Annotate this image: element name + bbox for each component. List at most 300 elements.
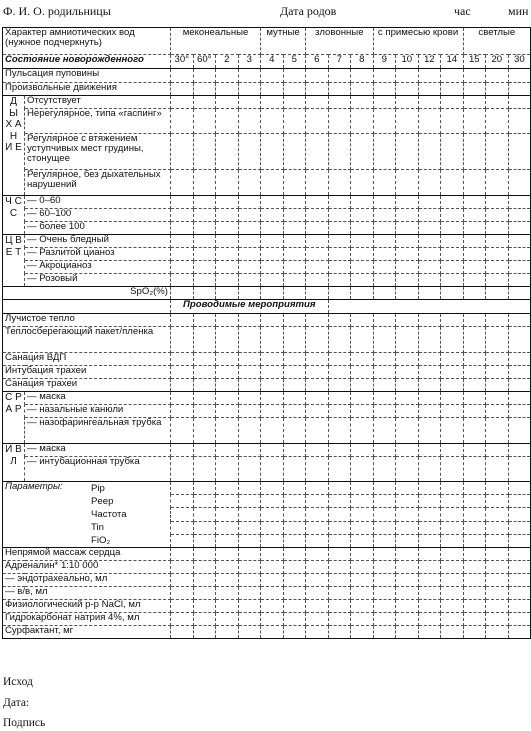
entry-cell[interactable] (216, 287, 239, 300)
entry-cell[interactable] (171, 548, 194, 561)
entry-cell[interactable] (283, 508, 306, 521)
entry-cell[interactable] (306, 235, 329, 248)
entry-cell[interactable] (486, 69, 509, 83)
entry-cell[interactable] (261, 248, 284, 261)
entry-cell[interactable] (508, 457, 531, 482)
entry-cell[interactable] (463, 587, 486, 600)
entry-cell[interactable] (418, 274, 441, 287)
entry-cell[interactable] (261, 600, 284, 613)
entry-cell[interactable] (486, 418, 509, 444)
entry-cell[interactable] (216, 482, 239, 495)
entry-cell[interactable] (193, 495, 216, 508)
entry-cell[interactable] (216, 69, 239, 83)
entry-cell[interactable] (261, 196, 284, 209)
entry-cell[interactable] (306, 495, 329, 508)
entry-cell[interactable] (441, 69, 464, 83)
entry-cell[interactable] (261, 418, 284, 444)
entry-cell[interactable] (193, 222, 216, 235)
entry-cell[interactable] (486, 287, 509, 300)
entry-cell[interactable] (373, 600, 396, 613)
entry-cell[interactable] (486, 96, 509, 109)
entry-cell[interactable] (396, 495, 419, 508)
entry-cell[interactable] (261, 222, 284, 235)
entry-cell[interactable] (283, 248, 306, 261)
entry-cell[interactable] (171, 626, 194, 639)
entry-cell[interactable] (441, 457, 464, 482)
entry-cell[interactable] (171, 521, 194, 534)
entry-cell[interactable] (283, 600, 306, 613)
entry-cell[interactable] (306, 327, 329, 353)
entry-cell[interactable] (171, 134, 194, 170)
entry-cell[interactable] (238, 574, 261, 587)
entry-cell[interactable] (351, 83, 374, 96)
entry-cell[interactable] (238, 444, 261, 457)
entry-cell[interactable] (193, 134, 216, 170)
entry-cell[interactable] (261, 109, 284, 134)
entry-cell[interactable] (351, 170, 374, 196)
entry-cell[interactable] (486, 574, 509, 587)
entry-cell[interactable] (441, 96, 464, 109)
entry-cell[interactable] (373, 392, 396, 405)
entry-cell[interactable] (486, 600, 509, 613)
entry-cell[interactable] (463, 600, 486, 613)
entry-cell[interactable] (238, 314, 261, 327)
entry-cell[interactable] (216, 418, 239, 444)
entry-cell[interactable] (283, 521, 306, 534)
entry-cell[interactable] (463, 508, 486, 521)
entry-cell[interactable] (238, 366, 261, 379)
entry-cell[interactable] (328, 613, 351, 626)
entry-cell[interactable] (508, 222, 531, 235)
entry-cell[interactable] (418, 508, 441, 521)
entry-cell[interactable] (396, 405, 419, 418)
entry-cell[interactable] (283, 353, 306, 366)
entry-cell[interactable] (418, 235, 441, 248)
entry-cell[interactable] (418, 626, 441, 639)
entry-cell[interactable] (486, 444, 509, 457)
entry-cell[interactable] (351, 379, 374, 392)
entry-cell[interactable] (441, 327, 464, 353)
entry-cell[interactable] (508, 444, 531, 457)
entry-cell[interactable] (486, 366, 509, 379)
entry-cell[interactable] (306, 508, 329, 521)
entry-cell[interactable] (306, 287, 329, 300)
entry-cell[interactable] (306, 222, 329, 235)
entry-cell[interactable] (396, 96, 419, 109)
entry-cell[interactable] (261, 561, 284, 574)
entry-cell[interactable] (418, 444, 441, 457)
entry-cell[interactable] (463, 534, 486, 547)
entry-cell[interactable] (283, 626, 306, 639)
entry-cell[interactable] (261, 405, 284, 418)
entry-cell[interactable] (283, 96, 306, 109)
entry-cell[interactable] (351, 482, 374, 495)
entry-cell[interactable] (238, 134, 261, 170)
entry-cell[interactable] (463, 134, 486, 170)
entry-cell[interactable] (238, 287, 261, 300)
entry-cell[interactable] (216, 109, 239, 134)
entry-cell[interactable] (441, 548, 464, 561)
entry-cell[interactable] (373, 405, 396, 418)
entry-cell[interactable] (373, 548, 396, 561)
entry-cell[interactable] (238, 261, 261, 274)
entry-cell[interactable] (486, 626, 509, 639)
entry-cell[interactable] (508, 314, 531, 327)
entry-cell[interactable] (396, 134, 419, 170)
entry-cell[interactable] (306, 366, 329, 379)
entry-cell[interactable] (418, 170, 441, 196)
entry-cell[interactable] (486, 392, 509, 405)
entry-cell[interactable] (193, 69, 216, 83)
entry-cell[interactable] (441, 134, 464, 170)
entry-cell[interactable] (193, 314, 216, 327)
entry-cell[interactable] (463, 314, 486, 327)
entry-cell[interactable] (486, 482, 509, 495)
entry-cell[interactable] (216, 392, 239, 405)
entry-cell[interactable] (238, 209, 261, 222)
entry-cell[interactable] (463, 457, 486, 482)
entry-cell[interactable] (351, 109, 374, 134)
entry-cell[interactable] (306, 392, 329, 405)
entry-cell[interactable] (351, 287, 374, 300)
entry-cell[interactable] (396, 353, 419, 366)
entry-cell[interactable] (306, 261, 329, 274)
entry-cell[interactable] (306, 444, 329, 457)
entry-cell[interactable] (508, 508, 531, 521)
entry-cell[interactable] (396, 482, 419, 495)
entry-cell[interactable] (283, 209, 306, 222)
entry-cell[interactable] (306, 600, 329, 613)
entry-cell[interactable] (328, 248, 351, 261)
entry-cell[interactable] (261, 613, 284, 626)
entry-cell[interactable] (216, 574, 239, 587)
entry-cell[interactable] (418, 69, 441, 83)
entry-cell[interactable] (463, 287, 486, 300)
entry-cell[interactable] (441, 379, 464, 392)
entry-cell[interactable] (441, 418, 464, 444)
entry-cell[interactable] (486, 235, 509, 248)
amniotic-option[interactable]: мутные (261, 28, 306, 55)
entry-cell[interactable] (238, 587, 261, 600)
entry-cell[interactable] (396, 457, 419, 482)
entry-cell[interactable] (418, 366, 441, 379)
entry-cell[interactable] (193, 248, 216, 261)
entry-cell[interactable] (418, 222, 441, 235)
entry-cell[interactable] (193, 482, 216, 495)
entry-cell[interactable] (373, 83, 396, 96)
entry-cell[interactable] (261, 534, 284, 547)
entry-cell[interactable] (351, 418, 374, 444)
entry-cell[interactable] (463, 482, 486, 495)
entry-cell[interactable] (171, 274, 194, 287)
entry-cell[interactable] (306, 134, 329, 170)
entry-cell[interactable] (328, 379, 351, 392)
entry-cell[interactable] (373, 587, 396, 600)
entry-cell[interactable] (328, 405, 351, 418)
entry-cell[interactable] (216, 170, 239, 196)
entry-cell[interactable] (418, 379, 441, 392)
entry-cell[interactable] (508, 248, 531, 261)
entry-cell[interactable] (463, 626, 486, 639)
entry-cell[interactable] (306, 482, 329, 495)
entry-cell[interactable] (508, 96, 531, 109)
entry-cell[interactable] (216, 235, 239, 248)
entry-cell[interactable] (238, 457, 261, 482)
entry-cell[interactable] (261, 96, 284, 109)
entry-cell[interactable] (508, 613, 531, 626)
entry-cell[interactable] (441, 314, 464, 327)
entry-cell[interactable] (418, 327, 441, 353)
entry-cell[interactable] (396, 83, 419, 96)
entry-cell[interactable] (418, 196, 441, 209)
entry-cell[interactable] (238, 235, 261, 248)
entry-cell[interactable] (328, 109, 351, 134)
entry-cell[interactable] (351, 587, 374, 600)
entry-cell[interactable] (508, 392, 531, 405)
entry-cell[interactable] (396, 561, 419, 574)
entry-cell[interactable] (351, 508, 374, 521)
entry-cell[interactable] (508, 109, 531, 134)
entry-cell[interactable] (463, 170, 486, 196)
entry-cell[interactable] (328, 222, 351, 235)
entry-cell[interactable] (328, 327, 351, 353)
entry-cell[interactable] (216, 521, 239, 534)
entry-cell[interactable] (418, 314, 441, 327)
entry-cell[interactable] (463, 235, 486, 248)
entry-cell[interactable] (328, 574, 351, 587)
entry-cell[interactable] (283, 170, 306, 196)
entry-cell[interactable] (418, 495, 441, 508)
amniotic-option[interactable]: меконеальные (171, 28, 261, 55)
entry-cell[interactable] (171, 418, 194, 444)
entry-cell[interactable] (508, 353, 531, 366)
entry-cell[interactable] (216, 327, 239, 353)
entry-cell[interactable] (351, 248, 374, 261)
entry-cell[interactable] (441, 561, 464, 574)
entry-cell[interactable] (351, 444, 374, 457)
entry-cell[interactable] (486, 170, 509, 196)
entry-cell[interactable] (396, 392, 419, 405)
entry-cell[interactable] (508, 534, 531, 547)
entry-cell[interactable] (193, 574, 216, 587)
entry-cell[interactable] (441, 196, 464, 209)
entry-cell[interactable] (441, 392, 464, 405)
entry-cell[interactable] (508, 418, 531, 444)
entry-cell[interactable] (373, 109, 396, 134)
entry-cell[interactable] (351, 235, 374, 248)
entry-cell[interactable] (396, 508, 419, 521)
entry-cell[interactable] (373, 69, 396, 83)
entry-cell[interactable] (193, 235, 216, 248)
entry-cell[interactable] (351, 548, 374, 561)
entry-cell[interactable] (508, 600, 531, 613)
entry-cell[interactable] (418, 613, 441, 626)
entry-cell[interactable] (418, 457, 441, 482)
entry-cell[interactable] (171, 495, 194, 508)
entry-cell[interactable] (486, 353, 509, 366)
entry-cell[interactable] (486, 457, 509, 482)
entry-cell[interactable] (193, 508, 216, 521)
entry-cell[interactable] (283, 314, 306, 327)
entry-cell[interactable] (373, 222, 396, 235)
entry-cell[interactable] (238, 69, 261, 83)
entry-cell[interactable] (306, 548, 329, 561)
entry-cell[interactable] (306, 587, 329, 600)
entry-cell[interactable] (306, 405, 329, 418)
entry-cell[interactable] (486, 248, 509, 261)
entry-cell[interactable] (216, 274, 239, 287)
entry-cell[interactable] (486, 587, 509, 600)
entry-cell[interactable] (396, 314, 419, 327)
entry-cell[interactable] (261, 482, 284, 495)
entry-cell[interactable] (283, 574, 306, 587)
entry-cell[interactable] (171, 170, 194, 196)
entry-cell[interactable] (396, 274, 419, 287)
entry-cell[interactable] (328, 534, 351, 547)
entry-cell[interactable] (441, 235, 464, 248)
entry-cell[interactable] (418, 548, 441, 561)
entry-cell[interactable] (351, 366, 374, 379)
entry-cell[interactable] (486, 534, 509, 547)
entry-cell[interactable] (328, 366, 351, 379)
entry-cell[interactable] (373, 248, 396, 261)
entry-cell[interactable] (508, 327, 531, 353)
entry-cell[interactable] (283, 287, 306, 300)
entry-cell[interactable] (171, 261, 194, 274)
entry-cell[interactable] (441, 222, 464, 235)
entry-cell[interactable] (463, 274, 486, 287)
entry-cell[interactable] (328, 287, 351, 300)
entry-cell[interactable] (508, 405, 531, 418)
entry-cell[interactable] (441, 261, 464, 274)
entry-cell[interactable] (441, 209, 464, 222)
entry-cell[interactable] (306, 274, 329, 287)
entry-cell[interactable] (418, 534, 441, 547)
entry-cell[interactable] (171, 235, 194, 248)
entry-cell[interactable] (171, 392, 194, 405)
entry-cell[interactable] (463, 96, 486, 109)
entry-cell[interactable] (193, 209, 216, 222)
entry-cell[interactable] (306, 418, 329, 444)
entry-cell[interactable] (396, 196, 419, 209)
entry-cell[interactable] (396, 587, 419, 600)
entry-cell[interactable] (283, 274, 306, 287)
entry-cell[interactable] (238, 418, 261, 444)
entry-cell[interactable] (171, 405, 194, 418)
entry-cell[interactable] (328, 235, 351, 248)
entry-cell[interactable] (171, 508, 194, 521)
entry-cell[interactable] (171, 600, 194, 613)
entry-cell[interactable] (216, 587, 239, 600)
entry-cell[interactable] (351, 495, 374, 508)
entry-cell[interactable] (261, 508, 284, 521)
entry-cell[interactable] (283, 235, 306, 248)
entry-cell[interactable] (261, 379, 284, 392)
entry-cell[interactable] (441, 170, 464, 196)
entry-cell[interactable] (216, 379, 239, 392)
entry-cell[interactable] (328, 134, 351, 170)
entry-cell[interactable] (373, 209, 396, 222)
entry-cell[interactable] (171, 109, 194, 134)
entry-cell[interactable] (463, 222, 486, 235)
entry-cell[interactable] (396, 222, 419, 235)
entry-cell[interactable] (463, 366, 486, 379)
entry-cell[interactable] (396, 327, 419, 353)
entry-cell[interactable] (306, 574, 329, 587)
entry-cell[interactable] (238, 495, 261, 508)
entry-cell[interactable] (463, 418, 486, 444)
entry-cell[interactable] (351, 574, 374, 587)
entry-cell[interactable] (283, 109, 306, 134)
entry-cell[interactable] (351, 314, 374, 327)
entry-cell[interactable] (261, 69, 284, 83)
entry-cell[interactable] (351, 353, 374, 366)
entry-cell[interactable] (351, 405, 374, 418)
entry-cell[interactable] (238, 196, 261, 209)
entry-cell[interactable] (261, 134, 284, 170)
entry-cell[interactable] (351, 209, 374, 222)
entry-cell[interactable] (328, 196, 351, 209)
entry-cell[interactable] (283, 366, 306, 379)
entry-cell[interactable] (306, 379, 329, 392)
entry-cell[interactable] (261, 209, 284, 222)
entry-cell[interactable] (508, 170, 531, 196)
entry-cell[interactable] (306, 561, 329, 574)
entry-cell[interactable] (238, 109, 261, 134)
entry-cell[interactable] (463, 196, 486, 209)
entry-cell[interactable] (373, 626, 396, 639)
entry-cell[interactable] (351, 196, 374, 209)
entry-cell[interactable] (328, 209, 351, 222)
entry-cell[interactable] (238, 482, 261, 495)
entry-cell[interactable] (193, 83, 216, 96)
entry-cell[interactable] (283, 587, 306, 600)
entry-cell[interactable] (283, 561, 306, 574)
entry-cell[interactable] (396, 626, 419, 639)
entry-cell[interactable] (351, 222, 374, 235)
entry-cell[interactable] (373, 457, 396, 482)
entry-cell[interactable] (171, 248, 194, 261)
entry-cell[interactable] (283, 482, 306, 495)
entry-cell[interactable] (418, 521, 441, 534)
entry-cell[interactable] (238, 353, 261, 366)
entry-cell[interactable] (328, 83, 351, 96)
entry-cell[interactable] (508, 69, 531, 83)
entry-cell[interactable] (508, 495, 531, 508)
entry-cell[interactable] (351, 261, 374, 274)
entry-cell[interactable] (216, 314, 239, 327)
entry-cell[interactable] (193, 613, 216, 626)
entry-cell[interactable] (261, 444, 284, 457)
entry-cell[interactable] (351, 392, 374, 405)
entry-cell[interactable] (171, 482, 194, 495)
entry-cell[interactable] (396, 521, 419, 534)
entry-cell[interactable] (396, 534, 419, 547)
entry-cell[interactable] (441, 482, 464, 495)
entry-cell[interactable] (373, 418, 396, 444)
entry-cell[interactable] (486, 405, 509, 418)
entry-cell[interactable] (373, 534, 396, 547)
entry-cell[interactable] (396, 235, 419, 248)
entry-cell[interactable] (193, 418, 216, 444)
entry-cell[interactable] (351, 600, 374, 613)
entry-cell[interactable] (486, 222, 509, 235)
entry-cell[interactable] (441, 574, 464, 587)
entry-cell[interactable] (508, 561, 531, 574)
entry-cell[interactable] (441, 495, 464, 508)
entry-cell[interactable] (306, 314, 329, 327)
entry-cell[interactable] (351, 134, 374, 170)
